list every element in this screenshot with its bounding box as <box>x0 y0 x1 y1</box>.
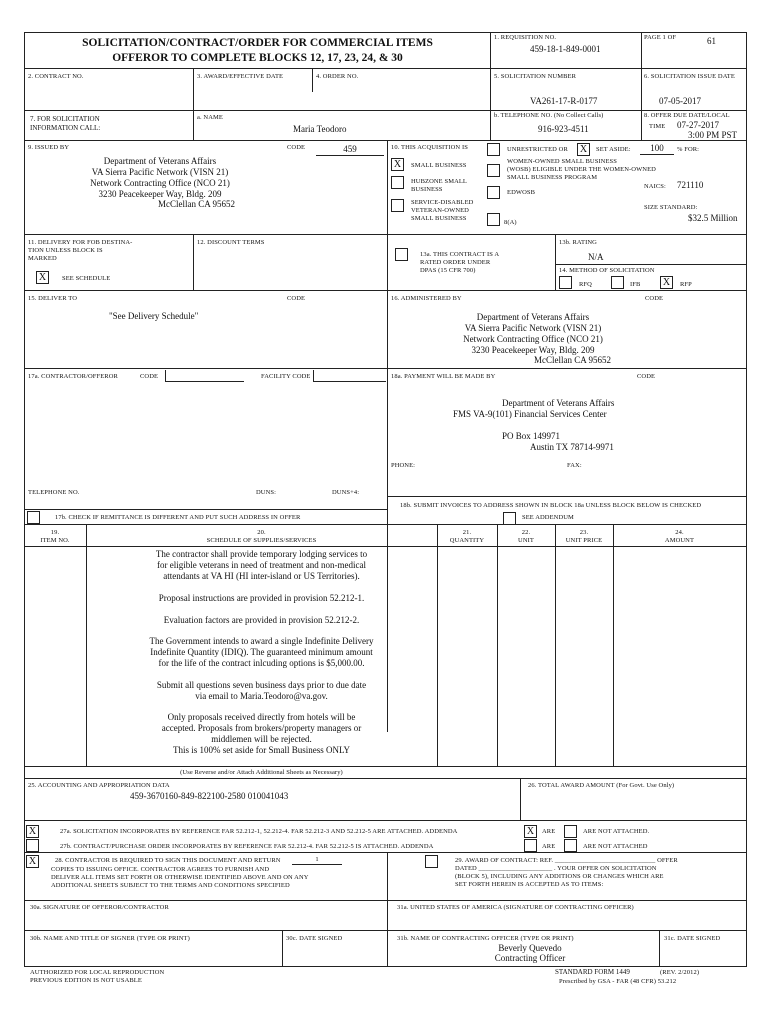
submit-invoices-label: 18b. SUBMIT INVOICES TO ADDRESS SHOWN IN BLOCK 18a UNLESS BLOCK BELOW IS CHECKED <box>400 502 702 509</box>
issued-code-label: CODE <box>287 144 306 151</box>
rating-label: 13b. RATING <box>559 239 597 246</box>
see-schedule-checkbox[interactable]: X <box>36 271 49 284</box>
contact-name-value[interactable]: Maria Teodoro <box>293 124 347 134</box>
footer-prescribed: Prescribed by GSA - FAR (48 CFR) 53.212 <box>559 978 677 985</box>
issued-code-value[interactable]: 459 <box>316 144 384 156</box>
clause-27a-checkbox[interactable]: X <box>26 825 39 838</box>
eight-a-checkbox[interactable] <box>487 213 500 226</box>
solicitation-date-value[interactable]: 07-05-2017 <box>659 96 701 106</box>
contract-no-label: 2. CONTRACT NO. <box>28 73 84 80</box>
offer-due-time-label: TIME <box>649 123 666 130</box>
ifb-label: IFB <box>630 281 641 288</box>
clause-28-checkbox[interactable]: X <box>26 855 39 868</box>
contractor-code-field[interactable] <box>165 370 244 382</box>
delivery-fob-label: 11. DELIVERY FOR FOB DESTINA- TION UNLESS BLOCK IS MARKED <box>28 239 133 262</box>
solicitation-date-label: 6. SOLICITATION ISSUE DATE <box>644 73 735 80</box>
schedule-paragraph: Evaluation factors are provided in provision 52.212-2. <box>163 615 360 625</box>
issued-by-label: 9. ISSUED BY <box>28 144 70 151</box>
facility-code-label: FACILITY CODE <box>261 373 311 380</box>
percent-for-label: % FOR: <box>677 146 700 153</box>
small-business-checkbox[interactable]: X <box>391 158 404 171</box>
clause-27a-are-checkbox[interactable]: X <box>524 825 537 838</box>
telephone-no-label: TELEPHONE NO. <box>28 489 80 496</box>
administered-by-city: McClellan CA 95652 <box>534 355 611 365</box>
payment-line2: FMS VA-9(101) Financial Services Center <box>453 409 607 419</box>
schedule-paragraph: The contractor shall provide temporary lodging services to for eligible veterans in need of treatment and non-medical attendants at VA HI (HI inter-island or US Territories). <box>155 549 368 581</box>
set-aside-label: SET ASIDE: <box>596 146 631 153</box>
clause-27b-checkbox[interactable] <box>26 839 39 852</box>
col-schedule: 20. SCHEDULE OF SUPPLIES/SERVICES <box>206 529 317 544</box>
telephone-label: b. TELEPHONE NO. (No Collect Calls) <box>494 112 604 119</box>
offer-due-date[interactable]: 07-27-2017 <box>677 120 719 130</box>
edwosb-checkbox[interactable] <box>487 186 500 199</box>
administered-by-label: 16. ADMINISTERED BY <box>391 295 462 302</box>
offer-due-time[interactable]: 3:00 PM PST <box>688 130 738 140</box>
contractor-label: 17a. CONTRACTOR/OFFEROR <box>28 373 118 380</box>
clause-29-text: 29. AWARD OF CONTRACT: REF. ______________________________ OFFER DATED ______________________ . YOUR OFFER ON SOLICITATION (BLOCK 5), INCLUDING ANY ADDITIONS OR CHANGES WHICH ARE SET FORTH HEREIN IS ACCEPTED AS TO ITEMS: <box>455 857 678 888</box>
payment-code-label: CODE <box>637 373 656 380</box>
sdvosb-label: SERVICE-DISABLED VETERAN-OWNED SMALL BUSINESS <box>411 199 474 222</box>
footer-revision: (REV. 2/2012) <box>660 969 700 976</box>
issued-by-address: Department of Veterans Affairs VA Sierra Pacific Network (VISN 21) Network Contracting Office (NCO 21) 3230 Peacekeeper Way, Bldg. 209 <box>90 156 230 199</box>
naics-label: NAICS: <box>644 183 666 190</box>
payment-city: Austin TX 78714-9971 <box>530 442 614 452</box>
remittance-checkbox[interactable] <box>27 511 40 524</box>
requisition-label: 1. REQUISITION NO. <box>494 34 557 41</box>
clause-27a-label: 27a. SOLICITATION INCORPORATES BY REFERENCE FAR 52.212-1, 52.212-4. FAR 52.212-3 AND 52.212-5 ARE ATTACHED. ADDENDA <box>60 828 458 835</box>
rfq-label: RFQ <box>579 281 592 288</box>
award-date-label: 3. AWARD/EFFECTIVE DATE <box>197 73 284 80</box>
clause-28-text: COPIES TO ISSUING OFFICE. CONTRACTOR AGREES TO FURNISH AND DELIVER ALL ITEMS SET FORTH OR OTHERWISE IDENTIFIED ABOVE AND ON ANY ADDITIONAL SHEETS SUBJECT TO THE TERMS AND CONDITIONS SPECIFIED <box>51 866 309 889</box>
eight-a-label: 8(A) <box>504 219 517 226</box>
naics-value[interactable]: 721110 <box>677 180 704 190</box>
accounting-label: 25. ACCOUNTING AND APPROPRIATION DATA <box>28 782 170 789</box>
col-item-no: 19. ITEM NO. <box>40 529 70 544</box>
clause-27a-are-label: ARE <box>542 828 556 835</box>
solicitation-number-value[interactable]: VA261-17-R-0177 <box>530 96 598 106</box>
size-standard-label: SIZE STANDARD: <box>644 204 698 211</box>
rating-value[interactable]: N/A <box>588 252 604 262</box>
payment-fax-label: FAX: <box>567 462 582 469</box>
clause-27b-label: 27b. CONTRACT/PURCHASE ORDER INCORPORATES BY REFERENCE FAR 52.212-4. FAR 52.212-5 IS ATTACHED. ADDENDA <box>60 843 434 850</box>
signature-contractor-label: 30a. SIGNATURE OF OFFEROR/CONTRACTOR <box>30 904 169 911</box>
clause-27a-not-checkbox[interactable] <box>564 825 577 838</box>
schedule-paragraph: Proposal instructions are provided in provision 52.212-1. <box>158 593 365 603</box>
officer-name-label: 31b. NAME OF CONTRACTING OFFICER (TYPE OR PRINT) <box>397 935 574 942</box>
remittance-label: 17b. CHECK IF REMITTANCE IS DIFFERENT AND PUT SUCH ADDRESS IN OFFER <box>55 514 301 521</box>
clause-28-copies[interactable]: 1 <box>292 856 342 865</box>
hubzone-label: HUBZONE SMALL BUSINESS <box>411 178 468 193</box>
clause-28-label: 28. CONTRACTOR IS REQUIRED TO SIGN THIS DOCUMENT AND RETURN <box>55 857 281 864</box>
sdvosb-checkbox[interactable] <box>391 199 404 212</box>
date-signed-officer-label: 31c. DATE SIGNED <box>664 935 721 942</box>
deliver-to-label: 15. DELIVER TO <box>28 295 78 302</box>
schedule-paragraph: The Government intends to award a single Indefinite Delivery Indefinite Quantity (IDIQ). The guaranteed minimum amount for the life of the contract inlcuding options is $5,000.00. <box>149 636 374 668</box>
facility-code-field[interactable] <box>313 370 386 382</box>
form-title-line1: SOLICITATION/CONTRACT/ORDER FOR COMMERCIAL ITEMS <box>82 37 433 49</box>
solicitation-number-label: 5. SOLICITATION NUMBER <box>494 73 577 80</box>
wosb-label: WOMEN-OWNED SMALL BUSINESS (WOSB) ELIGIBLE UNDER THE WOMEN-OWNED SMALL BUSINESS PROGRAM <box>507 158 656 181</box>
hubzone-checkbox[interactable] <box>391 176 404 189</box>
signer-name-label: 30b. NAME AND TITLE OF SIGNER (TYPE OR PRINT) <box>30 935 190 942</box>
addendum-checkbox[interactable] <box>503 512 516 525</box>
schedule-paragraph: Submit all questions seven business days prior to due date via email to Maria.Teodoro@va.gov. <box>156 680 367 701</box>
clause-27b-are-label: ARE <box>542 843 556 850</box>
see-schedule-label: SEE SCHEDULE <box>62 275 111 282</box>
solicitation-info-label: 7. FOR SOLICITATION INFORMATION CALL: <box>30 115 101 132</box>
small-business-label: SMALL BUSINESS <box>411 162 467 169</box>
schedule-paragraph: Only proposals received directly from hotels will be accepted. Proposals from brokers/property managers or middlemen will be rejected. This is 100% set aside for Small Business ONLY <box>161 712 362 755</box>
discount-terms-label: 12. DISCOUNT TERMS <box>197 239 265 246</box>
ifb-checkbox[interactable] <box>611 276 624 289</box>
issued-by-city: McClellan CA 95652 <box>158 199 235 209</box>
set-aside-checkbox[interactable]: X <box>577 143 590 156</box>
page-total: 61 <box>707 36 716 46</box>
payment-line1: Department of Veterans Affairs <box>502 398 615 408</box>
payment-label: 18a. PAYMENT WILL BE MADE BY <box>391 373 496 380</box>
unrestricted-label: UNRESTRICTED OR <box>507 146 568 153</box>
col-amount: 24. AMOUNT <box>664 529 695 544</box>
deliver-to-value: "See Delivery Schedule" <box>109 311 199 321</box>
col-quantity: 21. QUANTITY <box>449 529 485 544</box>
addendum-label: SEE ADDENDUM <box>522 514 574 521</box>
rated-order-checkbox[interactable] <box>395 248 408 261</box>
contractor-code-label: CODE <box>140 373 159 380</box>
wosb-checkbox[interactable] <box>487 164 500 177</box>
payment-phone-label: PHONE: <box>391 462 416 469</box>
unrestricted-checkbox[interactable] <box>487 143 500 156</box>
form-title-line2: OFFEROR TO COMPLETE BLOCKS 12, 17, 23, 24, & 30 <box>112 52 403 64</box>
clause-29-checkbox[interactable] <box>425 855 438 868</box>
rated-order-label: 13a. THIS CONTRACT IS A RATED ORDER UNDER DPAS (15 CFR 700) <box>420 251 500 274</box>
size-standard-value[interactable]: $32.5 Million <box>688 213 738 223</box>
duns-label: DUNS: <box>256 489 277 496</box>
order-no-label: 4. ORDER NO. <box>316 73 359 80</box>
rfq-checkbox[interactable] <box>559 276 572 289</box>
telephone-value[interactable]: 916-923-4511 <box>538 124 589 134</box>
acquisition-label: 10. THIS ACQUISITION IS <box>391 144 468 151</box>
solicitation-method-label: 14. METHOD OF SOLICITATION <box>559 267 655 274</box>
clause-27a-not-label: ARE NOT ATTACHED. <box>583 828 650 835</box>
offer-due-label: 8. OFFER DUE DATE/LOCAL <box>644 112 730 119</box>
page-label: PAGE 1 OF <box>644 34 677 41</box>
contact-name-label: a. NAME <box>197 114 223 121</box>
footer-form-number: STANDARD FORM 1449 <box>555 968 630 976</box>
duns4-label: DUNS+4: <box>332 489 360 496</box>
administered-by-address: Department of Veterans Affairs VA Sierra Pacific Network (VISN 21) Network Contracting Office (NCO 21) 3230 Peacekeeper Way, Bldg. 209 <box>463 312 603 355</box>
footer-reproduction-note: AUTHORIZED FOR LOCAL REPRODUCTION PREVIOUS EDITION IS NOT USABLE <box>30 969 165 984</box>
clause-27b-not-checkbox[interactable] <box>564 839 577 852</box>
set-aside-percent[interactable]: 100 <box>640 143 674 155</box>
clause-27b-not-label: ARE NOT ATTACHED <box>583 843 648 850</box>
administered-code-label: CODE <box>645 295 664 302</box>
accounting-value[interactable]: 459-3670160-849-822100-2580 010041043 <box>130 791 289 801</box>
edwosb-label: EDWOSB <box>507 189 536 196</box>
total-award-label: 26. TOTAL AWARD AMOUNT (For Govt. Use Only) <box>528 782 675 789</box>
deliver-to-code-label: CODE <box>287 295 306 302</box>
payment-po-box: PO Box 149971 <box>502 431 561 441</box>
signature-officer-label: 31a. UNITED STATES OF AMERICA (SIGNATURE OF CONTRACTING OFFICER) <box>397 904 634 911</box>
col-unit: 22. UNIT <box>518 529 534 544</box>
clause-27b-are-checkbox[interactable] <box>524 839 537 852</box>
date-signed-contractor-label: 30c. DATE SIGNED <box>286 935 343 942</box>
rfp-label: RFP <box>680 281 692 288</box>
requisition-value[interactable]: 459-18-1-849-0001 <box>530 44 601 54</box>
officer-title-value: Contracting Officer <box>494 953 566 963</box>
officer-name-value: Beverly Quevedo <box>498 943 562 953</box>
col-unit-price: 23. UNIT PRICE <box>565 529 603 544</box>
reverse-note: (Use Reverse and/or Attach Additional Sheets as Necessary) <box>180 769 343 776</box>
rfp-checkbox[interactable]: X <box>660 276 673 289</box>
